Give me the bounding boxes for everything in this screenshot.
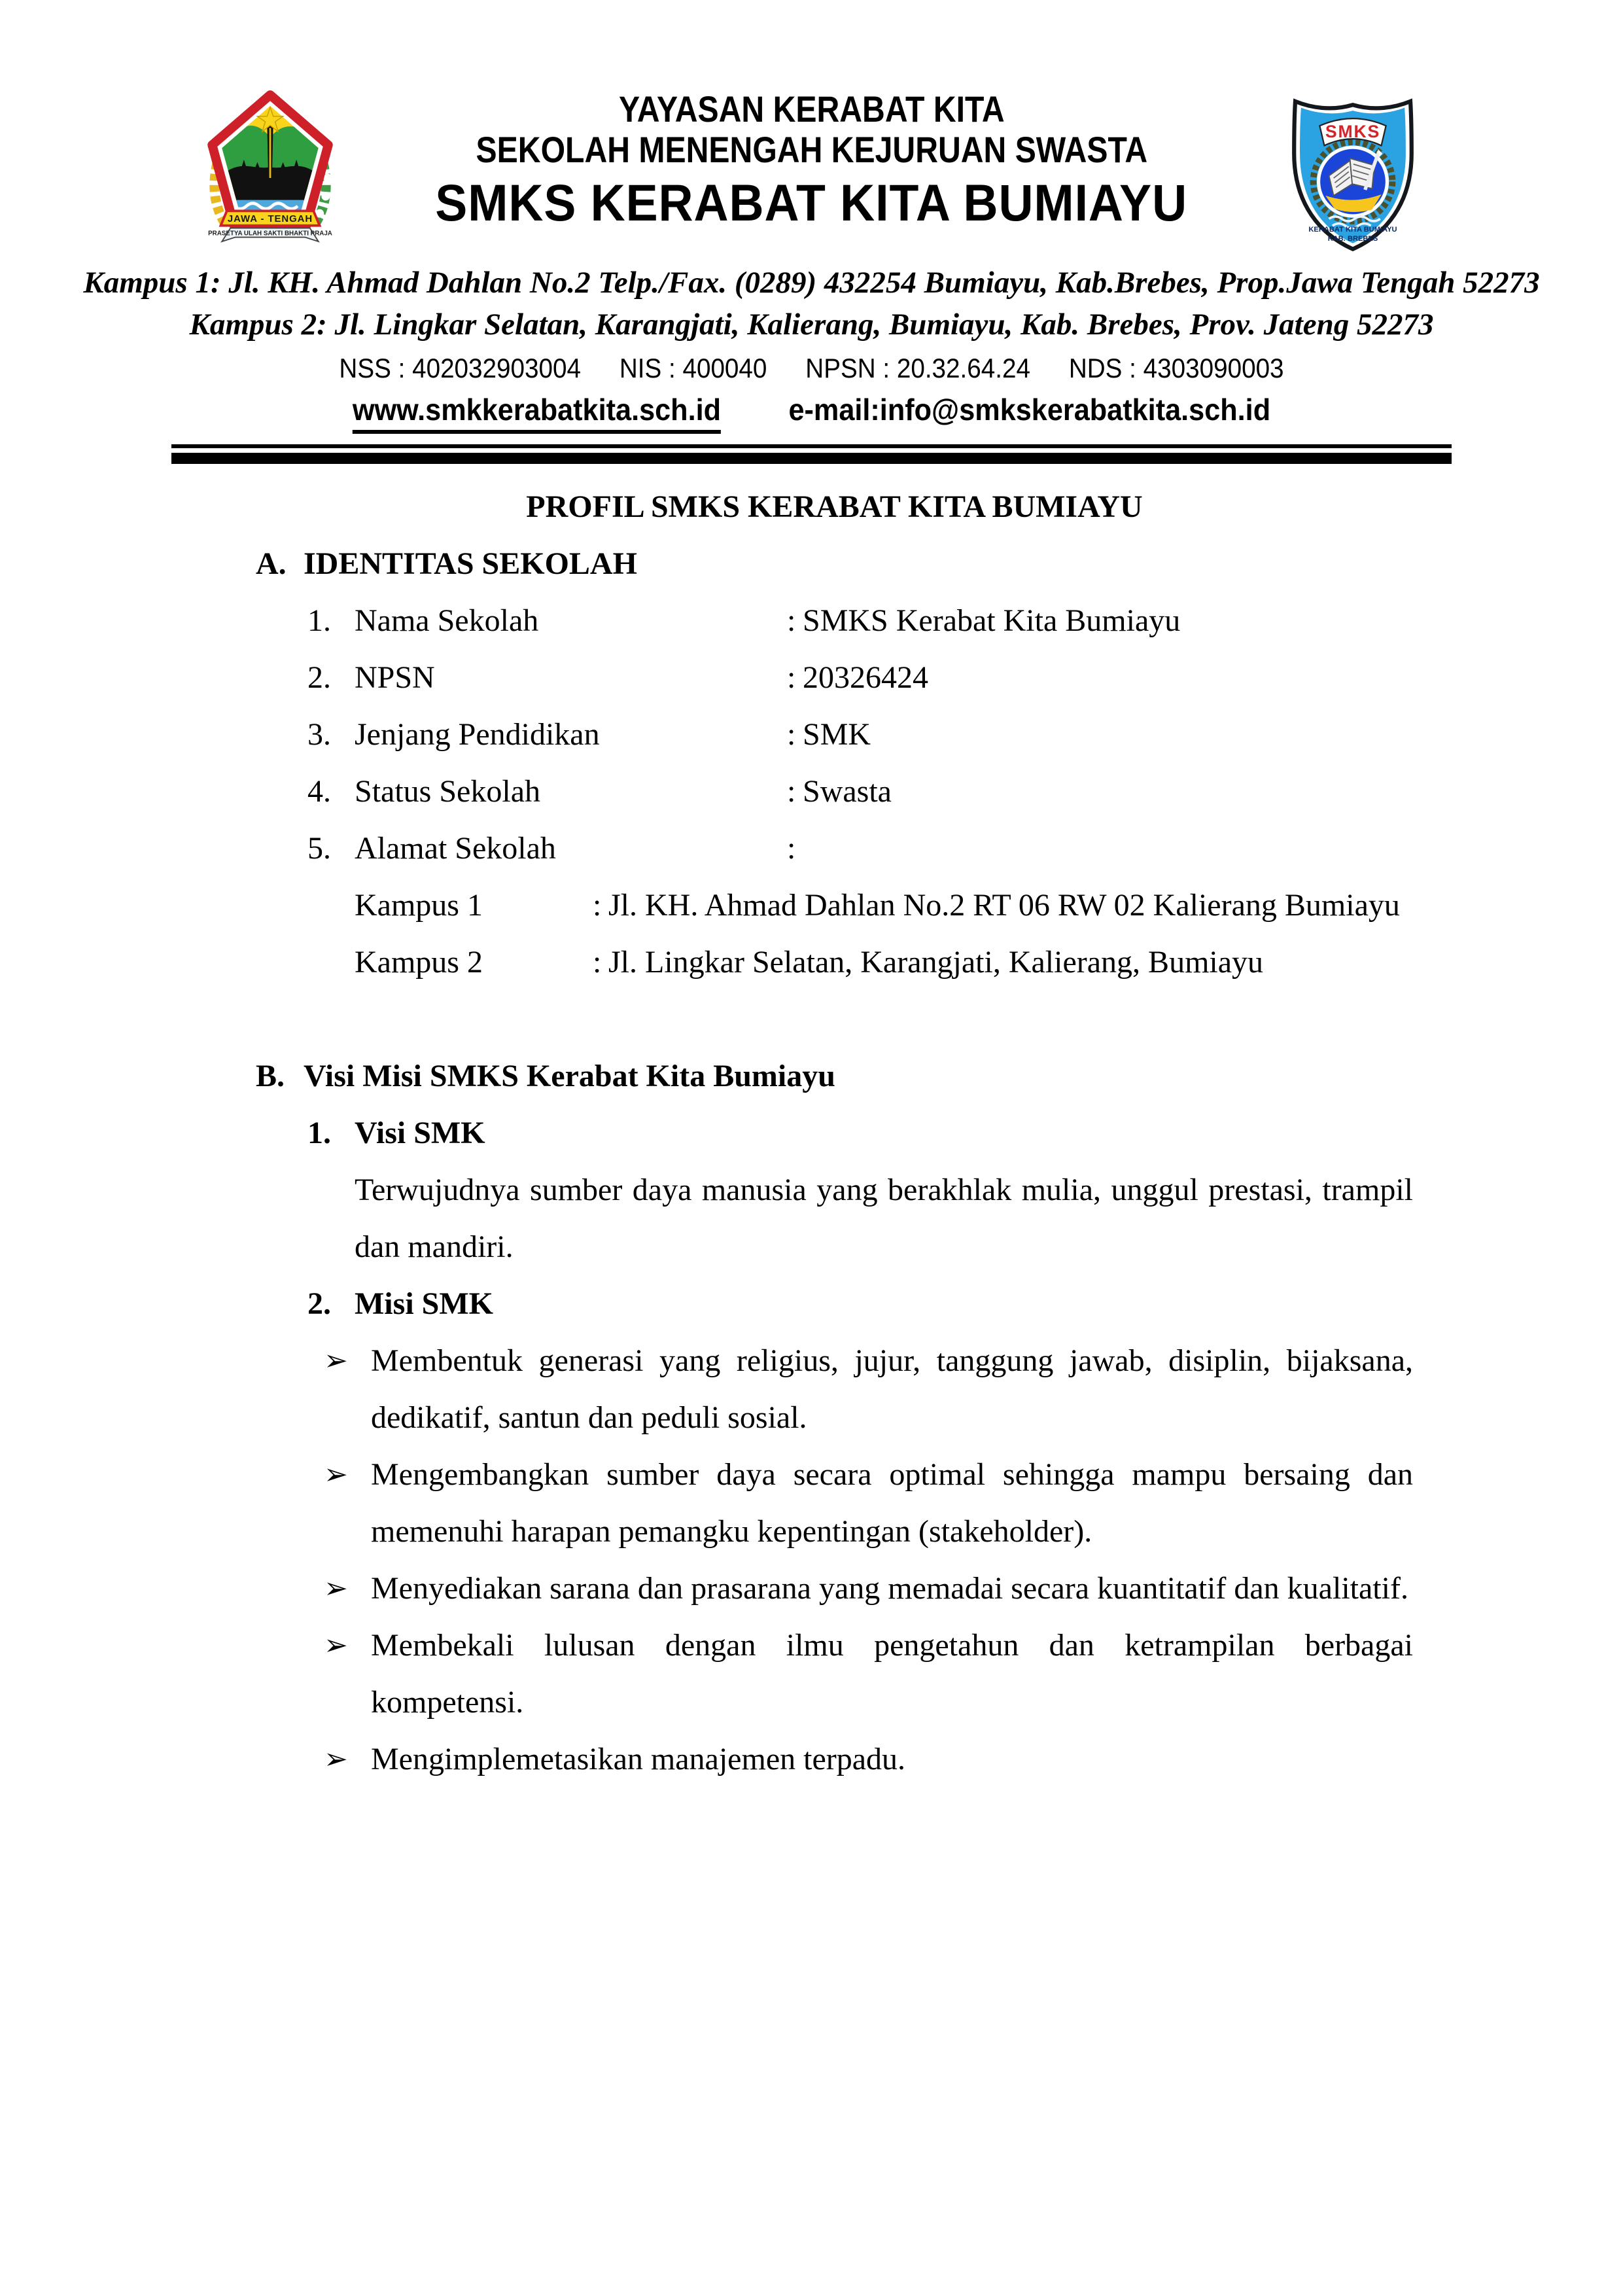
row-number: 1. — [307, 603, 331, 638]
arrow-bullet-icon: ➢ — [324, 1572, 348, 1605]
left-logo-motto-text: PRASETYA ULAH SAKTI BHAKTI PRAJA — [208, 230, 332, 238]
row-value: SMK — [803, 717, 871, 752]
campus1-address-line: Kampus 1: Jl. KH. Ahmad Dahlan No.2 Telp./Fax. (0289) 432254 Bumiayu, Kab.Brebes, Prop.Jawa Tengah 52273 — [83, 266, 1540, 300]
npsn-number: NPSN : 20.32.64.24 — [805, 353, 1030, 383]
section-a-letter: A. — [256, 546, 287, 581]
right-logo-regency-text: KAB. BREBES — [1327, 235, 1378, 243]
document-body — [256, 478, 1413, 1788]
campus2-address-line: Kampus 2: Jl. Lingkar Selatan, Karangjati, Kalierang, Bumiayu, Kab. Brebes, Prov. Jateng 52273 — [189, 308, 1434, 342]
misi-item — [256, 1446, 1413, 1560]
contact-line — [48, 391, 1574, 434]
arrow-bullet-icon: ➢ — [324, 1344, 348, 1377]
campus-label: Kampus 2 — [355, 945, 483, 980]
school-name: SMKS KERABAT KITA BUMIAYU — [435, 173, 1188, 232]
campus-label: Kampus 1 — [355, 888, 483, 923]
visi-text: Terwujudnya sumber daya manusia yang berakhlak mulia, unggul prestasi, trampil dan mandiri. — [355, 1173, 1413, 1264]
left-logo-region-text: JAWA - TENGAH — [227, 213, 313, 225]
arrow-bullet-icon: ➢ — [324, 1458, 348, 1491]
identity-row — [256, 592, 1413, 649]
misi-number: 2. — [307, 1286, 331, 1321]
nds-number: NDS : 4303090003 — [1068, 353, 1284, 383]
row-label: NPSN — [355, 660, 435, 695]
letterhead-divider-thin — [171, 444, 1452, 448]
visi-number: 1. — [307, 1116, 331, 1150]
right-logo-school-text: KERABAT KITA BUMIAYU — [1308, 226, 1397, 234]
row-number: 5. — [307, 831, 331, 866]
row-label: Nama Sekolah — [355, 603, 539, 638]
row-colon: : — [787, 603, 796, 638]
row-value: Swasta — [803, 774, 892, 809]
smks-shield-logo-icon — [1279, 96, 1427, 253]
nis-number: NIS : 400040 — [619, 353, 767, 383]
misi-text: Mengimplemetasikan manajemen terpadu. — [371, 1742, 906, 1776]
misi-text: Membentuk generasi yang religius, jujur, tanggung jawab, disiplin, bijaksana, dedikatif, santun dan peduli sosial. — [371, 1343, 1413, 1435]
document-title: PROFIL SMKS KERABAT KITA BUMIAYU — [526, 489, 1143, 524]
misi-item — [256, 1560, 1413, 1617]
row-value: 20326424 — [803, 660, 928, 695]
nss-number: NSS : 402032903004 — [339, 353, 581, 383]
school-type: SEKOLAH MENENGAH KEJURUAN SWASTA — [476, 129, 1147, 170]
section-b-letter: B. — [256, 1059, 285, 1093]
identity-row — [256, 706, 1413, 763]
visi-heading-row — [256, 1104, 1413, 1161]
row-value: SMKS Kerabat Kita Bumiayu — [803, 603, 1181, 638]
section-a-title: IDENTITAS SEKOLAH — [304, 546, 637, 581]
row-label: Jenjang Pendidikan — [355, 717, 600, 752]
visi-heading: Visi SMK — [355, 1116, 485, 1150]
email-address: e-mail:info@smkskerabatkita.sch.id — [788, 393, 1271, 427]
misi-item — [256, 1332, 1413, 1446]
row-colon: : — [787, 717, 796, 752]
misi-heading-row — [256, 1275, 1413, 1332]
row-number: 3. — [307, 717, 331, 752]
website-url: www.smkkerabatkita.sch.id — [353, 391, 721, 434]
campus-row — [256, 934, 1413, 991]
letterhead-divider-thick — [171, 453, 1452, 464]
section-b-heading — [256, 1048, 1413, 1104]
row-value — [803, 820, 1413, 877]
section-a-heading — [256, 535, 1413, 592]
letterhead-titles — [321, 89, 1302, 230]
identity-row — [256, 763, 1413, 820]
identity-row — [256, 820, 1413, 877]
misi-text: Mengembangkan sumber daya secara optimal sehingga mampu bersaing dan memenuhi harapan pemangku kepentingan (stakeholder). — [371, 1457, 1413, 1549]
misi-text: Menyediakan sarana dan prasarana yang memadai secara kuantitatif dan kualitatif. — [371, 1571, 1408, 1606]
campus-value: Jl. KH. Ahmad Dahlan No.2 RT 06 RW 02 Kalierang Bumiayu — [608, 888, 1400, 923]
arrow-bullet-icon: ➢ — [324, 1742, 348, 1776]
misi-heading: Misi SMK — [355, 1286, 493, 1321]
foundation-name: YAYASAN KERABAT KITA — [618, 88, 1005, 130]
row-label: Alamat Sekolah — [355, 831, 556, 866]
row-label: Status Sekolah — [355, 774, 540, 809]
right-logo-abbr-text: SMKS — [1325, 122, 1381, 141]
arrow-bullet-icon: ➢ — [324, 1629, 348, 1662]
row-number: 4. — [307, 774, 331, 809]
row-number: 2. — [307, 660, 331, 695]
row-colon: : — [787, 831, 796, 866]
row-colon: : — [787, 660, 796, 695]
row-colon: : — [787, 774, 796, 809]
campus-row — [256, 877, 1413, 934]
misi-item — [256, 1617, 1413, 1731]
registration-numbers-line — [65, 352, 1558, 385]
misi-text: Membekali lulusan dengan ilmu pengetahun dan ketrampilan berbagai kompetensi. — [371, 1628, 1413, 1720]
identity-row — [256, 649, 1413, 706]
campus-colon: : — [593, 888, 602, 923]
campus-colon: : — [593, 945, 602, 980]
section-b-title: Visi Misi SMKS Kerabat Kita Bumiayu — [304, 1059, 835, 1093]
misi-item — [256, 1731, 1413, 1788]
letterhead — [190, 77, 1433, 253]
campus-value: Jl. Lingkar Selatan, Karangjati, Kalierang, Bumiayu — [608, 945, 1264, 980]
